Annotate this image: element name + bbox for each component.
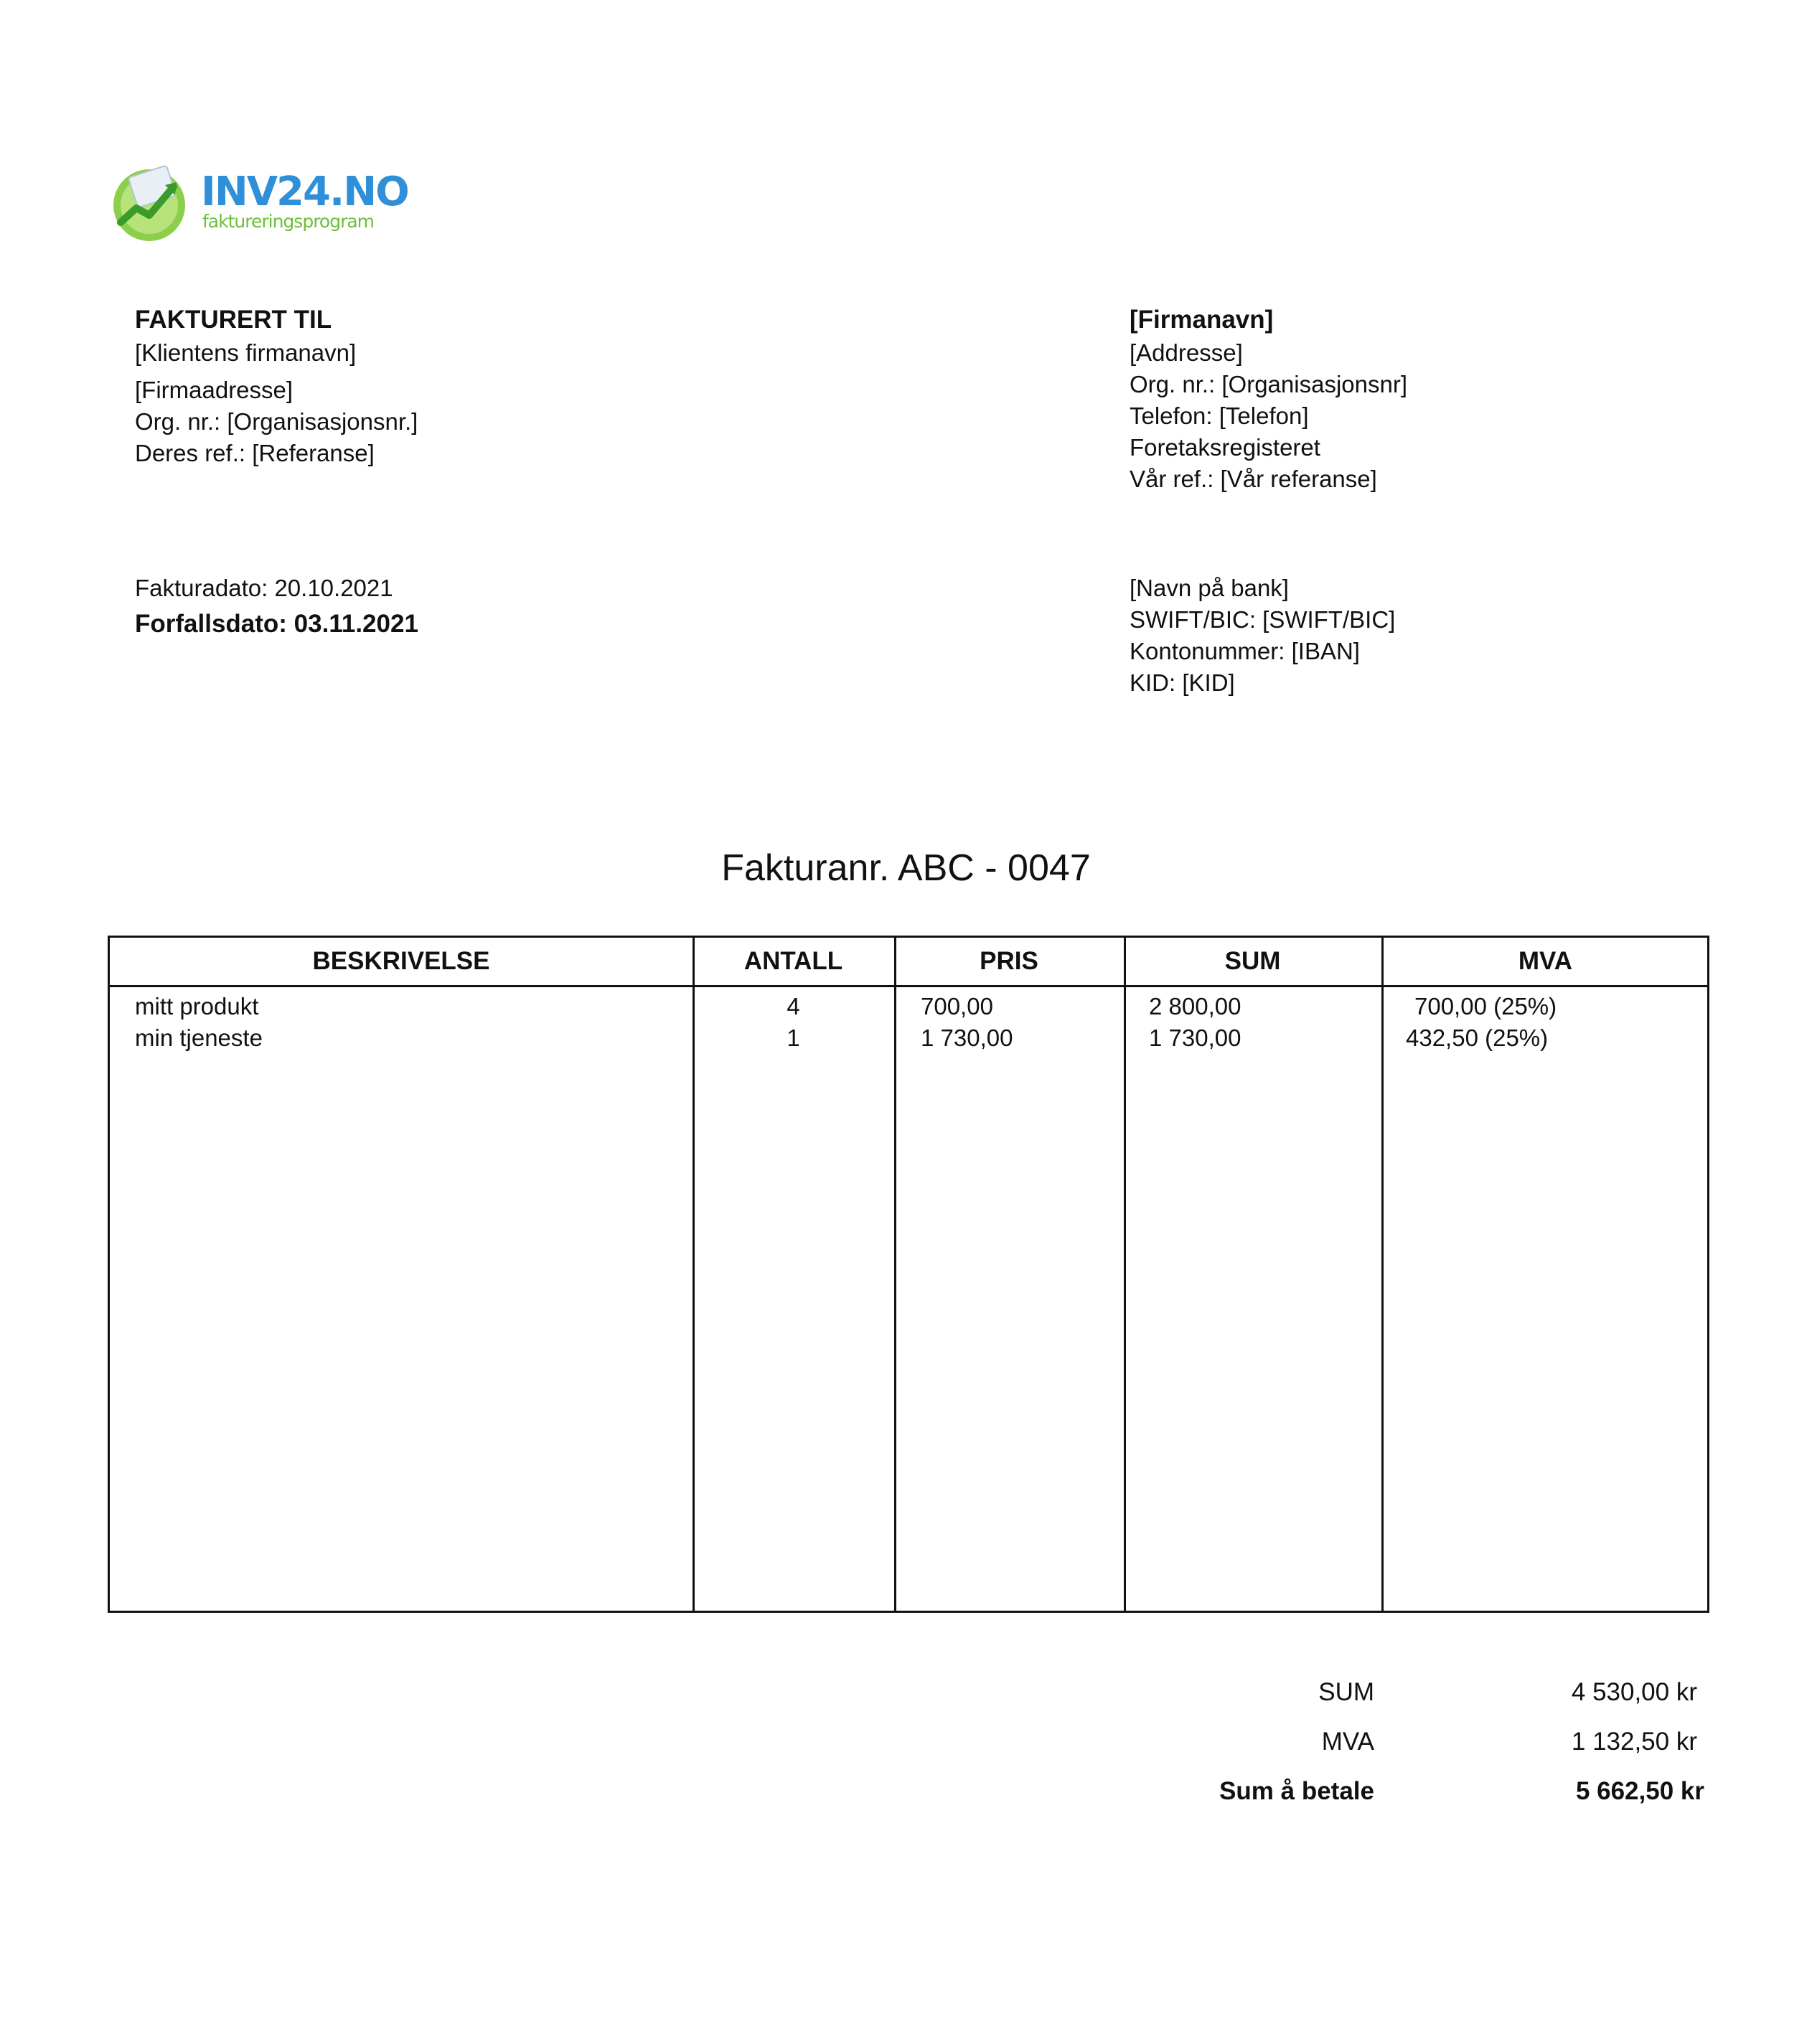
row2-description: min tjeneste: [135, 1025, 263, 1051]
bank-account: Kontonummer: [IBAN]: [1130, 638, 1360, 664]
row2-sum: 1 730,00: [1149, 1025, 1241, 1051]
column-divider: [1124, 938, 1126, 1611]
column-divider: [894, 938, 896, 1611]
row1-quantity: 4: [787, 993, 800, 1019]
row1-price: 700,00: [921, 993, 993, 1019]
row2-vat: 432,50 (25%): [1406, 1025, 1549, 1051]
row2-price: 1 730,00: [921, 1025, 1013, 1051]
header-vat: MVA: [1518, 947, 1573, 975]
company-reference: Vår ref.: [Vår referanse]: [1130, 466, 1377, 492]
row1-sum: 2 800,00: [1149, 993, 1241, 1019]
total-vat-label: MVA: [1321, 1728, 1374, 1756]
column-divider: [1381, 938, 1384, 1611]
table-header-divider: [110, 985, 1707, 987]
company-block: [1130, 304, 1407, 495]
company-org-nr: Org. nr.: [Organisasjonsnr]: [1130, 371, 1407, 397]
company-address: [Addresse]: [1130, 339, 1243, 366]
billed-to-org-nr: Org. nr.: [Organisasjonsnr.]: [135, 408, 418, 435]
billed-to-address: [Firmaadresse]: [135, 377, 294, 403]
logo-tagline: faktureringsprogram: [202, 211, 375, 232]
bank-block: [1130, 573, 1395, 699]
logo-brand: INV24.NO: [201, 169, 408, 215]
billed-to-reference: Deres ref.: [Referanse]: [135, 440, 375, 466]
company-phone: Telefon: [Telefon]: [1130, 402, 1309, 429]
invoice-date: Fakturadato: 20.10.2021: [135, 575, 393, 601]
header-quantity: ANTALL: [743, 947, 843, 975]
dates-block: [135, 573, 418, 640]
row2-quantity: 1: [787, 1025, 800, 1051]
billed-to-client-name: [Klientens firmanavn]: [135, 339, 357, 366]
bank-name: [Navn på bank]: [1130, 575, 1289, 601]
total-sum-value: 4 530,00 kr: [1571, 1678, 1697, 1706]
header-sum: SUM: [1224, 947, 1281, 975]
header-description: BESKRIVELSE: [312, 947, 490, 975]
items-table: [108, 936, 1709, 1613]
total-vat-value: 1 132,50 kr: [1571, 1728, 1697, 1756]
logo-badge-icon: [108, 158, 194, 244]
header-price: PRIS: [980, 947, 1038, 975]
row1-description: mitt produkt: [135, 993, 259, 1019]
company-register: Foretaksregisteret: [1130, 434, 1320, 461]
company-name: [Firmanavn]: [1130, 306, 1274, 334]
bank-swift: SWIFT/BIC: [SWIFT/BIC]: [1130, 606, 1396, 633]
total-sum-label: SUM: [1318, 1678, 1374, 1706]
amount-due-value: 5 662,50 kr: [1575, 1777, 1704, 1805]
company-logo: [108, 158, 408, 244]
amount-due-label: Sum å betale: [1219, 1777, 1374, 1805]
bank-kid: KID: [KID]: [1130, 669, 1235, 696]
billed-to-heading: FAKTURERT TIL: [135, 306, 332, 334]
invoice-number: Fakturanr. ABC - 0047: [721, 847, 1091, 889]
due-date: Forfallsdato: 03.11.2021: [135, 610, 418, 638]
row1-vat: 700,00 (25%): [1414, 993, 1557, 1019]
billed-to-block: [135, 304, 418, 469]
